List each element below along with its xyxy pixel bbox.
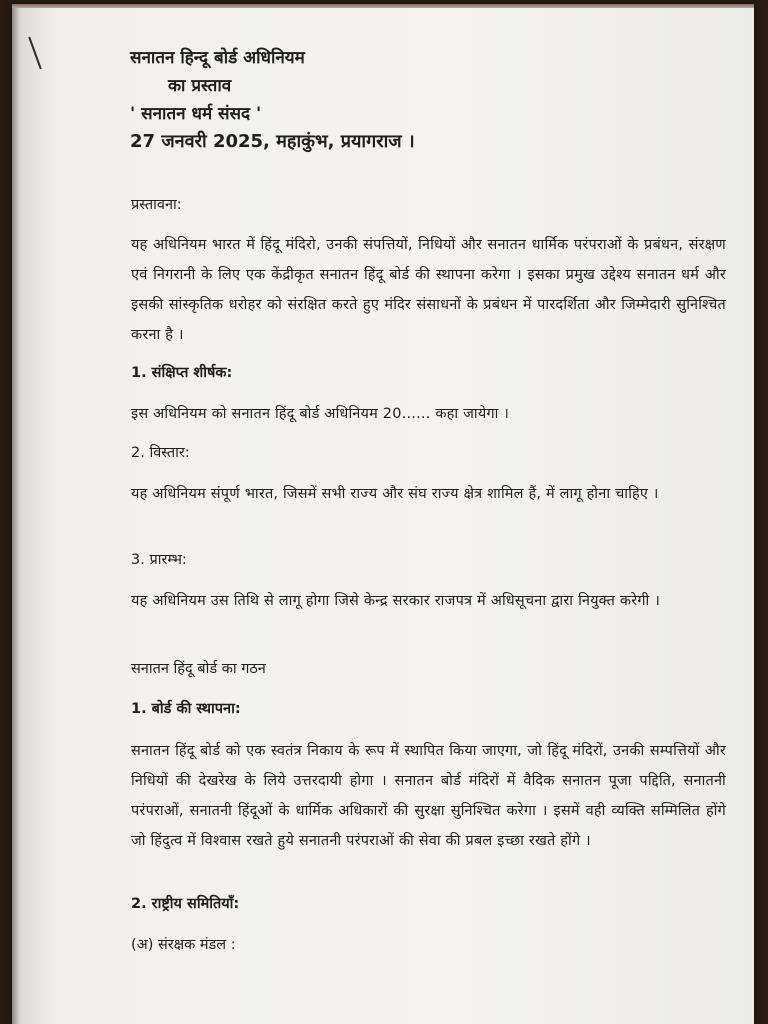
patron-board-heading: (अ) संरक्षक मंडल :: [131, 937, 236, 953]
section-extent-heading: 2. विस्तार:: [131, 445, 190, 461]
board-establishment-heading: 1. बोर्ड की स्थापना:: [131, 701, 241, 717]
section-short-title-text: इस अधिनियम को सनातन हिंदू बोर्ड अधिनियम 20...... कहा जायेगा ।: [131, 406, 510, 422]
national-committees-heading: 2. राष्ट्रीय समितियाँ:: [131, 896, 240, 912]
preamble-heading: प्रस्तावना:: [131, 197, 182, 213]
section-extent-text: यह अधिनियम संपूर्ण भारत, जिसमें सभी राज्य और संघ राज्य क्षेत्र शामिल हैं, में लागू होना चाहिए ।: [131, 486, 659, 502]
page-edge: [12, 4, 754, 8]
document-event: ' सनातन धर्म संसद ': [130, 104, 262, 124]
preamble-text: यह अधिनियम भारत में हिंदू मंदिरो, उनकी संपत्तियों, निधियों और सनातन धार्मिक परंपराओं के प्रबंधन, संरक्षण एवं निगरानी के लिए एक केंद्रीकृत सनातन हिंदू बोर्ड की स्थापना करेगा । इसका प्रमुख उद्देश्य सनातन धर्म और इसकी सांस्कृतिक धरोहर को संरक्षित करते हुए मंदिर संसाधनों के प्रबंधन में पारदर्शिता और जिम्मेदारी सुनिश्चित करना है ।: [131, 237, 726, 343]
document-title: सनातन हिन्दू बोर्ड अधिनियम: [130, 48, 305, 68]
board-constitution-heading: सनातन हिंदू बोर्ड का गठन: [131, 661, 266, 677]
board-establishment-text: सनातन हिंदू बोर्ड को एक स्वतंत्र निकाय के रूप में स्थापित किया जाएगा, जो हिंदू मंदिरों, उनकी सम्पत्तियों और निधियों की देखरेख के लिये उत्तरदायी होगा । सनातन बोर्ड मंदिरों में वैदिक सनातन पूजा पद्दिति, सनातनी परंपराओं, सनातनी हिंदूओं के धार्मिक अधिकारों की सुरक्षा सुनिश्चित करेगा । इसमें वही व्यक्ति सम्मिलित होंगे जो हिंदुत्व में विश्वास रखते हुये सनातनी परंपराओं की सेवा की प्रबल इच्छा रखते होंगे ।: [131, 743, 726, 849]
section-commencement-text: यह अधिनियम उस तिथि से लागू होगा जिसे केन्द्र सरकार राजपत्र में अधिसूचना द्वारा नियुक्त करेगी ।: [131, 593, 661, 609]
section-short-title-heading: 1. संक्षिप्त शीर्षक:: [131, 365, 233, 381]
pen-mark: [28, 37, 42, 70]
section-commencement-heading: 3. प्रारम्भ:: [131, 552, 187, 568]
document-subtitle: का प्रस्ताव: [168, 76, 232, 96]
document-page: [12, 4, 754, 1024]
title-block: [130, 44, 415, 156]
document-date-place: 27 जनवरी 2025, महाकुंभ, प्रयागराज ।: [130, 131, 415, 152]
